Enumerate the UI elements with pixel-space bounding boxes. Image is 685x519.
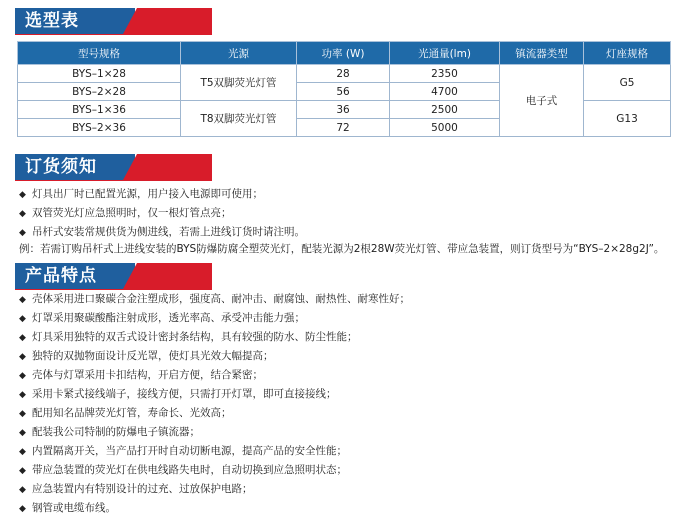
list-item: ◆ 配装我公司特制的防爆电子镇流器；	[19, 423, 410, 442]
ordering-notes-list	[19, 185, 305, 242]
list-item: ◆ 灯具出厂时已配置光源，用户接入电源即可使用；	[19, 185, 305, 204]
section-title-features: 产品特点	[25, 266, 97, 286]
bullet-diamond-icon: ◆	[19, 371, 26, 381]
col-header-ballast: 镇流器类型	[500, 42, 584, 65]
cell-power: 72	[297, 119, 390, 137]
cell-ballast: 电子式	[500, 65, 584, 137]
cell-power: 36	[297, 101, 390, 119]
cell-flux: 5000	[390, 119, 500, 137]
cell-socket: G13	[584, 101, 671, 137]
section-title-selection: 选型表	[25, 11, 79, 31]
bullet-diamond-icon: ◆	[19, 190, 26, 200]
cell-model: BYS–2×36	[18, 119, 181, 137]
bullet-diamond-icon: ◆	[19, 466, 26, 476]
bullet-diamond-icon: ◆	[19, 333, 26, 343]
list-item: ◆ 内置隔离开关，当产品打开时自动切断电源，提高产品的安全性能；	[19, 442, 410, 461]
list-item: ◆ 壳体与灯罩采用卡扣结构，开启方便，结合紧密；	[19, 366, 410, 385]
cell-power: 56	[297, 83, 390, 101]
bullet-diamond-icon: ◆	[19, 409, 26, 419]
cell-light-source: T8双脚荧光灯管	[181, 101, 297, 137]
section-title-ordering: 订货须知	[25, 157, 97, 177]
cell-socket: G5	[584, 65, 671, 101]
section-header-selection	[15, 8, 212, 34]
list-item: ◆ 采用卡紧式接线端子，接线方便，只需打开灯罩，即可直接接线；	[19, 385, 410, 404]
bullet-diamond-icon: ◆	[19, 390, 26, 400]
list-item: ◆ 带应急装置的荧光灯在供电线路失电时，自动切换到应急照明状态；	[19, 461, 410, 480]
spec-table	[17, 41, 671, 137]
cell-flux: 4700	[390, 83, 500, 101]
cell-model: BYS–1×36	[18, 101, 181, 119]
cell-light-source: T5双脚荧光灯管	[181, 65, 297, 101]
table-header-row	[18, 42, 671, 65]
section-header-ordering	[15, 154, 212, 180]
list-item: ◆ 双管荧光灯应急照明时，仅一根灯管点亮；	[19, 204, 305, 223]
cell-flux: 2350	[390, 65, 500, 83]
cell-flux: 2500	[390, 101, 500, 119]
list-item: ◆ 独特的双抛物面设计反光罩，使灯具光效大幅提高；	[19, 347, 410, 366]
col-header-socket: 灯座规格	[584, 42, 671, 65]
list-item: ◆ 灯罩采用聚碳酸酯注射成形，透光率高、承受冲击能力强；	[19, 309, 410, 328]
section-header-features	[15, 263, 212, 289]
col-header-power: 功率 (W)	[297, 42, 390, 65]
bullet-diamond-icon: ◆	[19, 485, 26, 495]
bullet-diamond-icon: ◆	[19, 209, 26, 219]
bullet-diamond-icon: ◆	[19, 352, 26, 362]
bullet-diamond-icon: ◆	[19, 295, 26, 305]
bullet-diamond-icon: ◆	[19, 314, 26, 324]
ordering-example: 例：若需订购吊杆式上进线安装的BYS防爆防腐全塑荧光灯，配装光源为2根28W荧光灯管、带应急装置，则订货型号为“BYS–2×28g2J”。	[19, 243, 665, 255]
col-header-flux: 光通量(lm)	[390, 42, 500, 65]
cell-model: BYS–2×28	[18, 83, 181, 101]
cell-model: BYS–1×28	[18, 65, 181, 83]
col-header-model: 型号规格	[18, 42, 181, 65]
bullet-diamond-icon: ◆	[19, 428, 26, 438]
list-item: ◆ 配用知名品牌荧光灯管，寿命长、光效高；	[19, 404, 410, 423]
list-item: ◆ 应急装置内有特别设计的过充、过放保护电路；	[19, 480, 410, 499]
features-list	[19, 290, 410, 518]
list-item: ◆ 钢管或电缆布线。	[19, 499, 410, 518]
list-item: ◆ 灯具采用独特的双舌式设计密封条结构，具有较强的防水、防尘性能；	[19, 328, 410, 347]
list-item: ◆ 壳体采用进口聚碳合金注塑成形，强度高、耐冲击、耐腐蚀、耐热性、耐寒性好；	[19, 290, 410, 309]
bullet-diamond-icon: ◆	[19, 504, 26, 514]
table-row	[18, 65, 671, 83]
col-header-light-source: 光源	[181, 42, 297, 65]
bullet-diamond-icon: ◆	[19, 228, 26, 238]
cell-power: 28	[297, 65, 390, 83]
list-item: ◆ 吊杆式安装常规供货为侧进线，若需上进线订货时请注明。	[19, 223, 305, 242]
bullet-diamond-icon: ◆	[19, 447, 26, 457]
